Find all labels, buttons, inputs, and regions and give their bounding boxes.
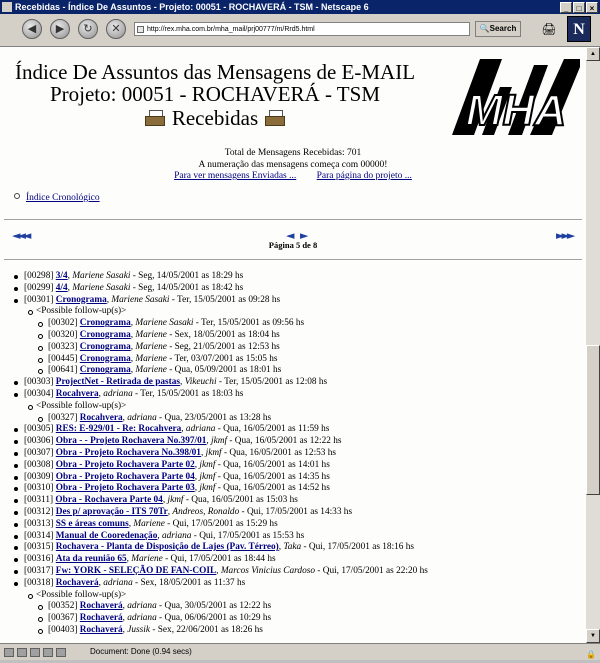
message-author: Mariene <box>133 518 165 529</box>
message-author: jkmf <box>211 436 228 447</box>
bullet-icon <box>14 582 18 586</box>
message-author: Marcos Vinicius Cardoso <box>220 565 315 576</box>
separator: , <box>67 282 73 293</box>
message-subject-link[interactable]: Rocahvera <box>79 412 123 423</box>
bullet-icon <box>14 393 18 397</box>
reload-button[interactable] <box>78 19 98 39</box>
message-subject-link[interactable]: Cronograma <box>79 353 131 364</box>
message-date: - Qui, 17/05/2001 as 15:29 hs <box>164 518 278 529</box>
bullet-icon <box>38 617 43 622</box>
message-id: [00315] <box>24 542 54 553</box>
follow-up-label: <Possible follow-up(s)> <box>36 400 127 411</box>
message-id: [00313] <box>24 518 54 529</box>
list-item <box>24 448 584 460</box>
bullet-icon <box>14 523 18 527</box>
message-date: - Seg, 14/05/2001 as 18:42 hs <box>130 282 244 293</box>
page-title-line3 <box>0 105 430 131</box>
divider <box>4 259 582 261</box>
follow-up-label: <Possible follow-up(s)> <box>36 306 127 317</box>
separator: , <box>162 495 168 506</box>
close-button[interactable]: × <box>586 2 598 13</box>
message-author: jkmf <box>167 495 184 506</box>
message-author: Mariene <box>131 554 163 565</box>
message-id: [00307] <box>24 447 54 458</box>
message-author: jkmf <box>199 483 216 494</box>
total-messages: Total de Mensagens Recebidas: 701 <box>224 148 362 158</box>
separator: , <box>128 518 134 529</box>
url-text: http://rex.mha.com.br/mha_mail/prj00777/m/Rrd5.html <box>147 26 315 33</box>
message-id: [00310] <box>24 483 54 494</box>
bullet-icon <box>14 440 18 444</box>
separator: , <box>157 530 162 541</box>
message-date: - Qui, 17/05/2001 as 22:20 hs <box>314 565 428 576</box>
inbox-icon <box>144 108 166 128</box>
list-item <box>24 436 584 448</box>
message-id: [00304] <box>24 388 54 399</box>
message-id: [00403] <box>48 624 78 635</box>
message-id: [00318] <box>24 577 54 588</box>
chronological-index <box>14 193 100 203</box>
separator: , <box>130 365 136 376</box>
message-subject-link[interactable]: Des p/ aprovação - ITS 70Tr <box>55 506 168 517</box>
message-author: Mariene Sasaki <box>135 318 194 329</box>
navigator-icon[interactable] <box>17 648 27 657</box>
message-id: [00352] <box>48 601 78 612</box>
bullet-icon <box>14 193 20 199</box>
bullet-icon <box>38 334 43 339</box>
message-id: [00312] <box>24 506 54 517</box>
stop-button[interactable] <box>106 19 126 39</box>
separator: , <box>130 329 136 340</box>
maximize-button[interactable]: □ <box>573 2 585 13</box>
list-item <box>24 507 584 519</box>
separator: , <box>122 613 128 624</box>
message-id: [00311] <box>24 495 54 506</box>
list-item <box>24 413 584 425</box>
bullet-icon <box>28 405 33 410</box>
message-date: - Qui, 17/05/2001 as 18:16 hs <box>301 542 415 553</box>
message-subject-link[interactable]: Rocahvera <box>55 388 99 399</box>
message-id: [00327] <box>48 412 78 423</box>
message-date: - Sex, 18/05/2001 as 18:04 hs <box>166 329 280 340</box>
print-button[interactable] <box>540 20 558 38</box>
bullet-icon <box>28 594 33 599</box>
separator: , <box>130 318 136 329</box>
message-date: - Qui, 17/05/2001 as 14:33 hs <box>239 506 353 517</box>
message-subject-link[interactable]: Manual de Cooredenação <box>55 530 158 541</box>
separator: , <box>194 471 200 482</box>
message-date: - Qua, 23/05/2001 as 13:28 hs <box>156 412 272 423</box>
message-date: - Qui, 17/05/2001 as 18:44 hs <box>162 554 276 565</box>
list-item <box>24 472 584 484</box>
bullet-icon <box>38 417 43 422</box>
message-subject-link[interactable]: 3/4 <box>55 271 68 281</box>
separator: , <box>194 483 200 494</box>
numbering-note: A numeração das mensagens começa com 00000! <box>198 160 388 170</box>
list-item <box>24 519 584 531</box>
list-item <box>24 318 584 330</box>
message-subject-link[interactable]: SS e áreas comuns <box>55 518 129 529</box>
list-item <box>24 601 584 613</box>
received-label: Recebidas <box>171 106 259 130</box>
message-author: Andreos, Ronaldo <box>172 506 240 517</box>
message-author: Mariene <box>135 329 167 340</box>
forward-arrow-icon: ▶ <box>55 22 65 35</box>
separator: , <box>98 388 104 399</box>
message-subject-link[interactable]: Fw: YORK - SELEÇÃO DE FAN-COIL <box>55 565 217 576</box>
separator: , <box>200 447 206 458</box>
message-subject-link[interactable]: RES: E-929/01 - Re: Rocahvera <box>55 424 182 435</box>
messenger-icon[interactable] <box>43 648 53 657</box>
separator: , <box>180 377 185 388</box>
list-item <box>24 295 584 307</box>
list-item <box>24 365 584 377</box>
message-subject-link[interactable]: Cronograma <box>79 318 131 329</box>
message-id: [00367] <box>48 613 78 624</box>
bullet-icon <box>14 275 18 279</box>
message-author: Vikeuchi <box>184 377 217 388</box>
minimize-button[interactable]: _ <box>560 2 572 13</box>
scroll-up-button[interactable]: ▲ <box>586 47 600 61</box>
message-author: Mariene Sasaki <box>111 294 170 305</box>
message-subject-link[interactable]: Rochaverá <box>79 624 123 635</box>
vertical-scrollbar[interactable] <box>586 47 600 643</box>
list-item <box>24 460 584 472</box>
message-id: [00445] <box>48 353 78 364</box>
header-links <box>0 171 586 181</box>
separator: , <box>167 506 173 517</box>
message-id: [00299] <box>24 282 54 293</box>
list-item <box>24 613 584 625</box>
search-button[interactable] <box>475 21 521 37</box>
bullet-icon <box>38 369 43 374</box>
message-subject-link[interactable]: Obra - Projeto Rochavera Parte 04 <box>55 471 195 482</box>
stats-block <box>0 147 586 171</box>
chronological-index-link[interactable]: Índice Cronológico <box>26 193 100 203</box>
message-id: [00316] <box>24 554 54 565</box>
message-subject-link[interactable]: Cronograma <box>79 341 131 352</box>
list-item <box>24 531 584 543</box>
message-date: - Qua, 16/05/2001 as 14:01 hs <box>215 459 330 470</box>
prev-page-icon: ◄ <box>286 229 292 242</box>
message-author: Mariene Sasaki <box>72 271 131 281</box>
separator: , <box>181 424 186 435</box>
message-id: [00303] <box>24 377 54 388</box>
message-author: Mariene Sasaki <box>72 282 131 293</box>
logo-text: MHA <box>465 86 567 135</box>
back-arrow-icon: ◀ <box>27 22 37 35</box>
scroll-down-button[interactable]: ▼ <box>586 629 600 643</box>
printer-icon: 🖨 <box>541 22 557 36</box>
message-id: [00301] <box>24 294 54 305</box>
message-date: - Qua, 05/09/2001 as 18:01 hs <box>166 365 282 376</box>
bullet-icon <box>14 299 18 303</box>
message-date: - Sex, 18/05/2001 as 11:37 hs <box>132 577 246 588</box>
search-icon: 🔍 <box>479 24 490 33</box>
message-date: - Qui, 17/05/2001 as 15:53 hs <box>191 530 305 541</box>
message-date: - Ter, 15/05/2001 as 12:08 hs <box>216 377 328 388</box>
separator: , <box>130 341 136 352</box>
message-id: [00314] <box>24 530 54 541</box>
message-id: [00309] <box>24 471 54 482</box>
message-date: - Qua, 16/05/2001 as 15:03 hs <box>183 495 298 506</box>
message-author: jkmf <box>199 471 216 482</box>
message-date: - Seg, 21/05/2001 as 12:53 hs <box>166 341 280 352</box>
list-item <box>24 424 584 436</box>
message-author: adriana <box>127 412 157 423</box>
message-subject-link[interactable]: Obra - Projeto Rochavera Parte 02 <box>55 459 195 470</box>
scroll-thumb[interactable] <box>586 345 600 495</box>
bullet-icon <box>14 546 18 550</box>
separator: , <box>194 459 200 470</box>
message-date: - Ter, 15/05/2001 as 18:03 hs <box>132 388 244 399</box>
message-date: - Seg, 14/05/2001 as 18:29 hs <box>130 271 244 281</box>
message-author: Mariene <box>135 365 167 376</box>
message-date: - Qua, 16/05/2001 as 12:53 hs <box>221 447 337 458</box>
bullet-icon <box>28 310 33 315</box>
message-subject-link[interactable]: Rochavera - Planta de Disposição de Lajes (Pav. Térreo) <box>55 542 279 553</box>
message-subject-link[interactable]: Rochaverá <box>55 577 99 588</box>
separator: , <box>98 577 104 588</box>
inbox-icon <box>264 108 286 128</box>
bullet-icon <box>14 535 18 539</box>
bullet-icon <box>14 558 18 562</box>
sent-messages-link[interactable]: Para ver mensagens Enviadas ... <box>174 171 297 181</box>
message-author: jkmf <box>205 447 222 458</box>
next-page-icon: ► <box>300 229 306 242</box>
message-author: Mariene <box>135 341 167 352</box>
last-page-icon: ►►► <box>556 229 573 242</box>
project-page-link[interactable]: Para página do projeto ... <box>316 171 412 181</box>
bullet-icon <box>38 629 43 634</box>
pagination <box>0 227 586 257</box>
message-subject-link[interactable]: Rochaverá <box>79 613 123 624</box>
message-author: Mariene <box>135 353 167 364</box>
bullet-icon <box>14 381 18 385</box>
bullet-icon <box>38 605 43 610</box>
app-icon <box>2 2 12 12</box>
message-id: [00305] <box>24 424 54 435</box>
message-date: - Qua, 16/05/2001 as 12:22 hs <box>227 436 342 447</box>
composer-icon[interactable] <box>30 648 40 657</box>
message-author: adriana <box>103 388 133 399</box>
list-item <box>24 389 584 401</box>
reload-icon: ↻ <box>83 22 93 35</box>
security-lock-icon: 🔒 <box>586 650 596 659</box>
message-subject-link[interactable]: Cronograma <box>55 294 107 305</box>
list-item <box>24 554 584 566</box>
message-date: - Qua, 06/06/2001 as 10:29 hs <box>156 613 272 624</box>
page-content <box>0 47 586 643</box>
message-id: [00323] <box>48 341 78 352</box>
window-title: Recebidas - Índice De Assuntos - Projeto: 00051 - ROCHAVERÁ - TSM - Netscape 6 <box>15 2 369 12</box>
message-date: - Ter, 15/05/2001 as 09:28 hs <box>169 294 281 305</box>
separator: , <box>122 624 128 635</box>
list-item <box>24 483 584 495</box>
message-author: Jussik <box>127 624 151 635</box>
follow-up-label: <Possible follow-up(s)> <box>36 589 127 600</box>
stop-icon: ✕ <box>111 22 121 35</box>
list-item <box>24 354 584 366</box>
list-item <box>24 377 584 389</box>
message-author: adriana <box>185 424 216 435</box>
message-subject-link[interactable]: Cronograma <box>79 329 131 340</box>
netscape-logo[interactable]: N <box>567 16 591 42</box>
message-id: [00306] <box>24 436 54 447</box>
bullet-icon <box>14 511 18 515</box>
separator: , <box>106 294 112 305</box>
page-indicator: Página 5 de 8 <box>268 240 318 250</box>
list-item <box>24 495 584 507</box>
message-author: Taka <box>283 542 302 553</box>
message-subject-link[interactable]: 4/4 <box>55 282 68 293</box>
message-subject-link[interactable]: Obra - - Projeto Rochavera No.397/01 <box>55 436 207 447</box>
message-subject-link[interactable]: Cronograma <box>79 365 131 376</box>
list-item <box>24 566 584 578</box>
list-item <box>24 625 584 637</box>
message-author: adriana <box>162 530 192 541</box>
message-date: - Qua, 16/05/2001 as 11:59 hs <box>215 424 330 435</box>
message-id: [00641] <box>48 365 78 376</box>
back-button[interactable] <box>22 19 42 39</box>
message-author: adriana <box>103 577 133 588</box>
bullet-icon <box>14 487 18 491</box>
message-id: [00320] <box>48 329 78 340</box>
message-subject-link[interactable]: Obra - Projeto Rochavera No.398/01 <box>55 447 201 458</box>
separator: , <box>130 353 136 364</box>
bullet-icon <box>14 499 18 503</box>
bullet-icon <box>38 322 43 327</box>
message-date: - Qua, 30/05/2001 as 12:22 hs <box>156 601 272 612</box>
message-date: - Ter, 15/05/2001 as 09:56 hs <box>193 318 305 329</box>
message-subject-link[interactable]: Obra - Projeto Rochavera Parte 03 <box>55 483 195 494</box>
list-item <box>24 283 584 295</box>
page-title-line1: Índice De Assuntos das Mensagens de E-MAIL <box>14 60 416 84</box>
follow-up-note <box>24 590 584 602</box>
separator: , <box>67 271 73 281</box>
bullet-icon <box>14 428 18 432</box>
mail-icon[interactable] <box>4 648 14 657</box>
window-title-bar <box>0 0 600 14</box>
message-author: adriana <box>127 601 157 612</box>
message-subject-link[interactable]: Obra - Rochavera Parte 04 <box>55 495 163 506</box>
message-id: [00317] <box>24 565 54 576</box>
bullet-icon <box>38 346 43 351</box>
list-item <box>24 330 584 342</box>
list-item <box>24 271 584 283</box>
separator: , <box>122 412 128 423</box>
browser-toolbar <box>0 14 600 47</box>
url-input[interactable] <box>134 22 470 36</box>
forward-button[interactable] <box>50 19 70 39</box>
divider <box>4 219 582 221</box>
separator: , <box>126 554 132 565</box>
status-text: Document: Done (0.94 secs) <box>90 647 192 656</box>
separator: , <box>216 565 221 576</box>
message-subject-link[interactable]: ProjectNet - Retirada de pastas <box>55 377 181 388</box>
follow-up-note <box>24 306 584 318</box>
first-page-icon: ◄◄◄ <box>12 229 29 242</box>
page-title-line2: Projeto: 00051 - ROCHAVERÁ - TSM <box>49 82 380 106</box>
list-item <box>24 542 584 554</box>
page-icon <box>137 26 144 33</box>
bullet-icon <box>14 464 18 468</box>
message-subject-link[interactable]: Ata da reunião 65 <box>55 554 127 565</box>
message-date: - Qua, 16/05/2001 as 14:35 hs <box>215 471 330 482</box>
message-id: [00298] <box>24 271 54 281</box>
bullet-icon <box>14 287 18 291</box>
message-author: jkmf <box>199 459 216 470</box>
list-item <box>24 342 584 354</box>
message-id: [00302] <box>48 318 78 329</box>
address-book-icon[interactable] <box>56 648 66 657</box>
search-label: Search <box>489 24 517 33</box>
list-item <box>24 578 584 590</box>
separator: , <box>206 436 212 447</box>
bullet-icon <box>14 452 18 456</box>
message-date: - Qua, 16/05/2001 as 14:52 hs <box>215 483 330 494</box>
message-date: - Sex, 22/06/2001 as 18:26 hs <box>150 624 263 635</box>
bullet-icon <box>14 570 18 574</box>
message-list <box>24 271 584 637</box>
message-subject-link[interactable]: Rochaverá <box>79 601 123 612</box>
separator: , <box>122 601 128 612</box>
follow-up-note <box>24 401 584 413</box>
message-id: [00308] <box>24 459 54 470</box>
separator: , <box>278 542 284 553</box>
mha-logo <box>452 57 580 137</box>
bullet-icon <box>38 358 43 363</box>
message-author: adriana <box>127 613 157 624</box>
bullet-icon <box>14 476 18 480</box>
status-bar <box>0 643 600 660</box>
message-date: - Ter, 03/07/2001 as 15:05 hs <box>166 353 278 364</box>
